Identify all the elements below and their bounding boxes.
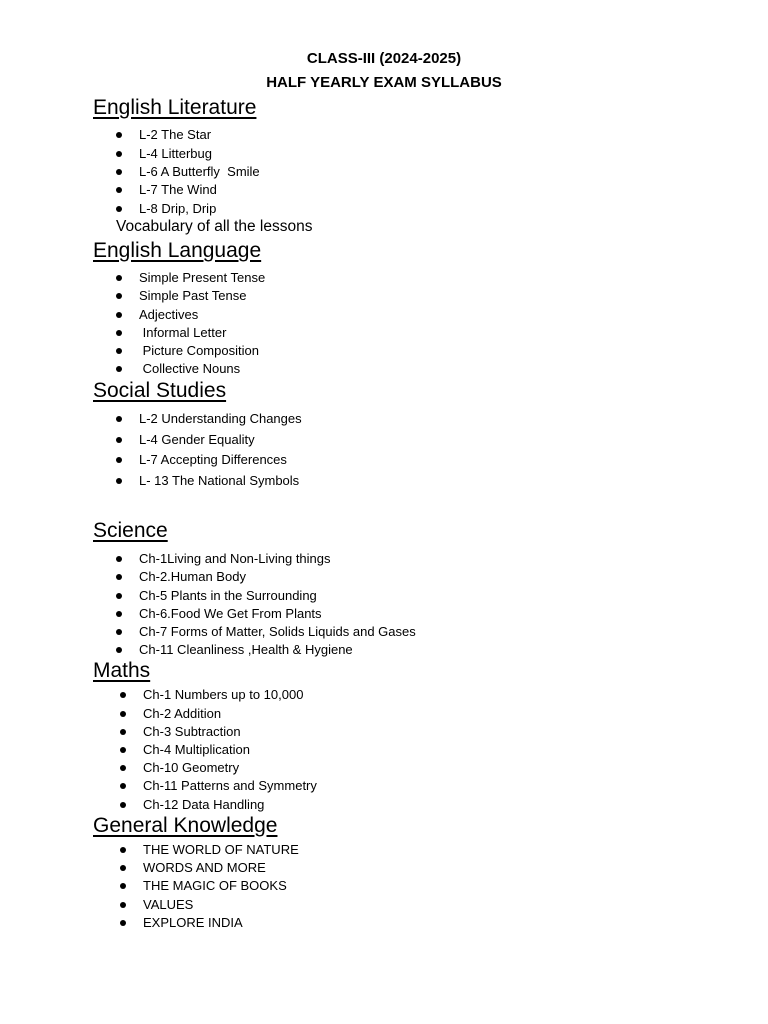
bullet-icon [120, 729, 126, 735]
bullet-icon [116, 187, 122, 193]
list-item: L-2 Understanding Changes [139, 411, 302, 426]
bullet-icon [120, 765, 126, 771]
list-item: Informal Letter [139, 325, 227, 340]
list-item: WORDS AND MORE [143, 860, 266, 875]
section-heading: English Language [93, 239, 262, 262]
bullet-icon [116, 457, 122, 463]
bullet-icon [120, 883, 126, 889]
list-item: L-4 Gender Equality [139, 432, 255, 447]
list-item: Ch-1Living and Non-Living things [139, 551, 331, 566]
bullet-icon [116, 366, 122, 372]
bullet-icon [116, 647, 122, 653]
list-item: EXPLORE INDIA [143, 915, 243, 930]
list-item: THE WORLD OF NATURE [143, 842, 299, 857]
section-note: Vocabulary of all the lessons [116, 218, 313, 235]
bullet-icon [116, 275, 122, 281]
bullet-icon [116, 416, 122, 422]
section-heading: Maths [93, 659, 151, 682]
bullet-icon [116, 593, 122, 599]
bullet-icon [120, 711, 126, 717]
document-subtitle: HALF YEARLY EXAM SYLLABUS [266, 74, 502, 91]
section-heading: English Literature [93, 96, 257, 119]
bullet-icon [116, 206, 122, 212]
bullet-icon [116, 437, 122, 443]
bullet-icon [120, 747, 126, 753]
list-item: L-7 Accepting Differences [139, 452, 287, 467]
list-item: Adjectives [139, 307, 199, 322]
list-item: Ch-1 Numbers up to 10,000 [143, 687, 304, 702]
list-item: Collective Nouns [139, 361, 241, 376]
list-item: Ch-10 Geometry [143, 760, 240, 775]
list-item: L- 13 The National Symbols [139, 473, 300, 488]
bullet-icon [120, 802, 126, 808]
bullet-icon [120, 920, 126, 926]
list-item: Ch-2 Addition [143, 706, 222, 721]
list-item: L-6 A Butterfly Smile [139, 164, 260, 179]
bullet-icon [120, 865, 126, 871]
list-item: Ch-5 Plants in the Surrounding [139, 588, 317, 603]
bullet-icon [116, 132, 122, 138]
list-item: Ch-3 Subtraction [143, 724, 241, 739]
document-title: CLASS-III (2024-2025) [306, 50, 462, 67]
list-item: L-2 The Star [139, 127, 212, 142]
list-item: THE MAGIC OF BOOKS [143, 878, 287, 893]
list-item: VALUES [143, 897, 194, 912]
bullet-icon [116, 348, 122, 354]
list-item: Ch-6.Food We Get From Plants [139, 606, 322, 621]
bullet-icon [120, 847, 126, 853]
section-heading: Science [93, 519, 168, 542]
section-heading: General Knowledge [93, 814, 278, 837]
bullet-icon [116, 478, 122, 484]
bullet-icon [116, 312, 122, 318]
bullet-icon [116, 169, 122, 175]
bullet-icon [116, 293, 122, 299]
bullet-icon [120, 783, 126, 789]
bullet-icon [116, 629, 122, 635]
list-item: Simple Past Tense [139, 288, 247, 303]
list-item: Ch-12 Data Handling [143, 797, 265, 812]
list-item: Simple Present Tense [139, 270, 266, 285]
list-item: Ch-11 Cleanliness ,Health & Hygiene [139, 642, 353, 657]
bullet-icon [116, 330, 122, 336]
list-item: Ch-4 Multiplication [143, 742, 250, 757]
bullet-icon [116, 151, 122, 157]
bullet-icon [116, 611, 122, 617]
bullet-icon [116, 556, 122, 562]
list-item: L-7 The Wind [139, 182, 217, 197]
list-item: Picture Composition [139, 343, 259, 358]
bullet-icon [120, 692, 126, 698]
list-item: Ch-7 Forms of Matter, Solids Liquids and Gases [139, 624, 416, 639]
list-item: L-8 Drip, Drip [139, 201, 217, 216]
list-item: Ch-11 Patterns and Symmetry [143, 778, 317, 793]
list-item: Ch-2.Human Body [139, 569, 246, 584]
list-item: L-4 Litterbug [139, 146, 212, 161]
bullet-icon [116, 574, 122, 580]
bullet-icon [120, 902, 126, 908]
section-heading: Social Studies [93, 379, 227, 402]
